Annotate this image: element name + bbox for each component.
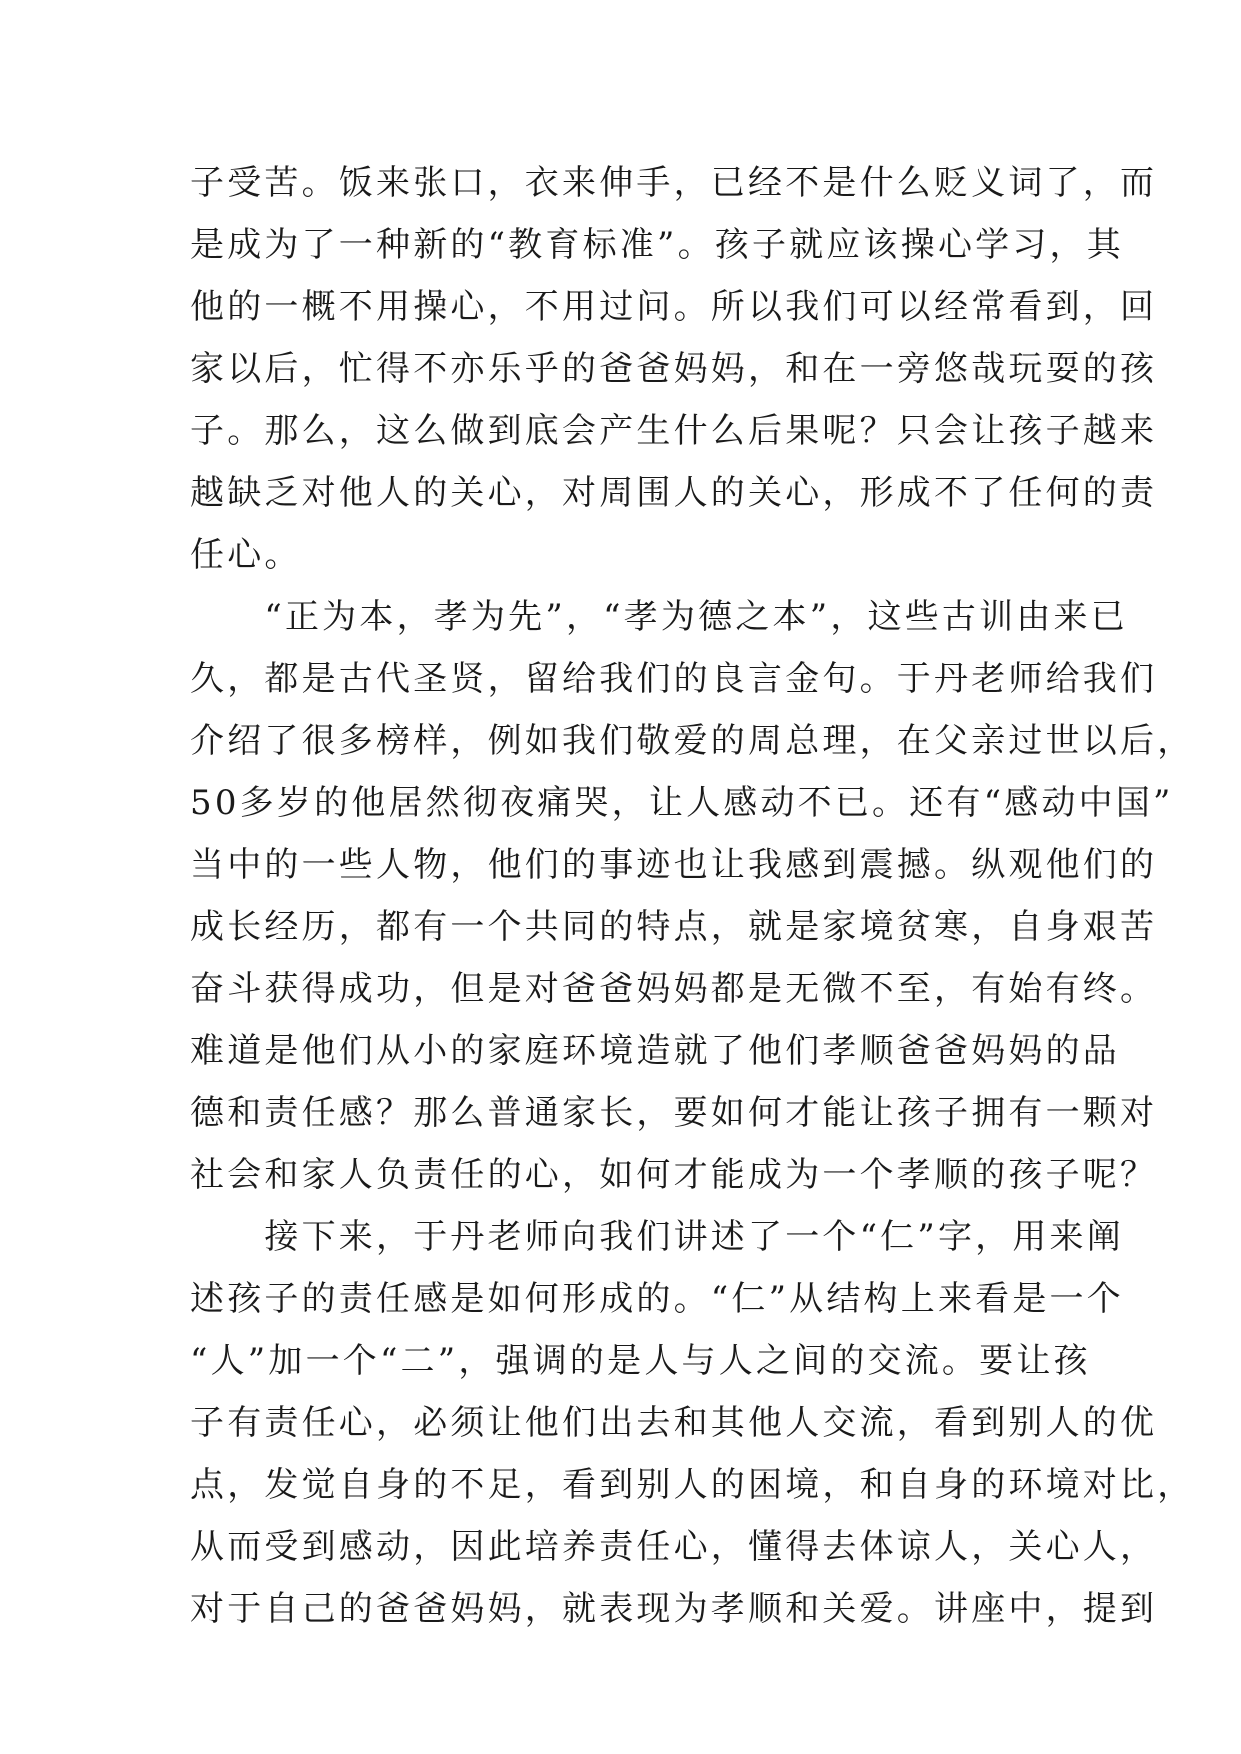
text-line: 越缺乏对他人的关心，对周围人的关心，形成不了任何的责	[190, 473, 1158, 513]
text-line: 家以后，忙得不亦乐乎的爸爸妈妈，和在一旁悠哉玩耍的孩	[190, 349, 1158, 389]
text-line: 子受苦。饭来张口，衣来伸手，已经不是什么贬义词了，而	[190, 163, 1158, 203]
text-line: 他的一概不用操心，不用过问。所以我们可以经常看到，回	[190, 287, 1158, 327]
text-line: 成长经历，都有一个共同的特点，就是家境贫寒，自身艰苦	[190, 907, 1158, 947]
text-line: 德和责任感？那么普通家长，要如何才能让孩子拥有一颗对	[190, 1093, 1158, 1133]
text-line: 点，发觉自身的不足，看到别人的困境，和自身的环境对比，	[190, 1465, 1195, 1505]
body-text	[190, 152, 1195, 1640]
text-line: 述孩子的责任感是如何形成的。“仁”从结构上来看是一个	[190, 1279, 1124, 1319]
text-line: 子有责任心，必须让他们出去和其他人交流，看到别人的优	[190, 1403, 1158, 1443]
text-line: 社会和家人负责任的心，如何才能成为一个孝顺的孩子呢？	[190, 1155, 1158, 1195]
text-line: 接下来，于丹老师向我们讲述了一个“仁”字，用来阐	[190, 1217, 1124, 1257]
text-line: 对于自己的爸爸妈妈，就表现为孝顺和关爱。讲座中，提到	[190, 1589, 1158, 1629]
text-line: 当中的一些人物，他们的事迹也让我感到震撼。纵观他们的	[190, 845, 1158, 885]
text-line: “正为本，孝为先”，“孝为德之本”，这些古训由来已	[190, 597, 1128, 637]
text-line: 介绍了很多榜样，例如我们敬爱的周总理，在父亲过世以后，	[190, 721, 1195, 761]
text-line: 难道是他们从小的家庭环境造就了他们孝顺爸爸妈妈的品	[190, 1031, 1120, 1071]
text-line: “人”加一个“二”，强调的是人与人之间的交流。要让孩	[190, 1341, 1091, 1381]
text-line: 50多岁的他居然彻夜痛哭，让人感动不已。还有“感动中国”	[190, 783, 1174, 823]
text-line: 子。那么，这么做到底会产生什么后果呢？只会让孩子越来	[190, 411, 1158, 451]
text-line: 是成为了一种新的“教育标准”。孩子就应该操心学习，其	[190, 225, 1124, 265]
text-line: 久，都是古代圣贤，留给我们的良言金句。于丹老师给我们	[190, 659, 1158, 699]
text-line: 奋斗获得成功，但是对爸爸妈妈都是无微不至，有始有终。	[190, 969, 1158, 1009]
text-line: 任心。	[190, 535, 302, 575]
text-line: 从而受到感动，因此培养责任心，懂得去体谅人，关心人，	[190, 1527, 1158, 1567]
